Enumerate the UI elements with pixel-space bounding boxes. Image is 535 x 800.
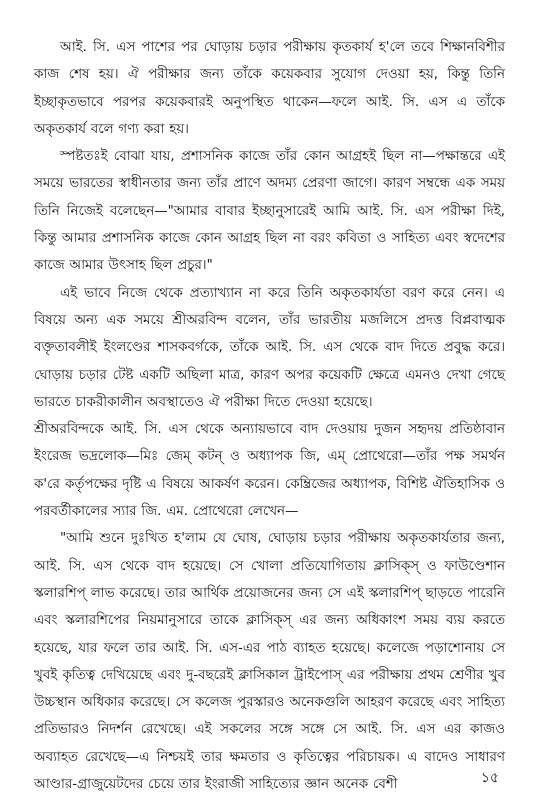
page-number: ১৫	[480, 770, 499, 786]
paragraph-3: এই ভাবে নিজে থেকে প্রত্যাখ্যান না করে তিনি অকৃতকার্যতা বরণ করে নেন। এ বিষয়ে অন্য এক সময়ে শ্রীঅরবিন্দ বলেন, তাঁর ভারতীয় মজলিসে প্রদত্ত বিপ্লবাত্মক বক্তৃতাবলীই ইংলণ্ডের শাসকবর্গকে, তাঁকে আই. সি. এস থেকে বাদ দিতে প্রবুদ্ধ করে। ঘোড়ায় চড়ার টেষ্ট একটি অছিলা মাত্র, কারণ অপর কয়েকটি ক্ষেত্রে এমনও দেখা গেছে ভারতে চাকরীকালীন অবস্থাতেও ঐ পরীক্ষা দিতে দেওয়া হয়েছে।	[34, 285, 505, 410]
paragraph-1: আই. সি. এস পাশের পর ঘোড়ায় চড়ার পরীক্ষায় কৃতকার্য হ'লে তবে শিক্ষানবিশীর কাজ শেষ হয়। ঐ পরীক্ষার জন্য তাঁকে কয়েকবার সুযোগ দেওয়া হয়, কিন্তু তিনি ইচ্ছাকৃতভাবে পরপর কয়েকবারই অনুপস্থিত থাকেন—ফলে আই. সি. এস এ তাঁকে অকৃতকার্য বলে গণ্য করা হয়।	[34, 40, 505, 137]
paragraph-4: শ্রীঅরবিন্দকে আই. সি. এস থেকে অন্যায়ভাবে বাদ দেওয়ায় দুজন সহৃদয় প্রতিষ্ঠাবান ইংরেজ ভদ্রলোক—মিঃ জেম্ কটন্ ও অধ্যাপক জি, এম্ প্রোথেরো—তাঁর পক্ষ সমর্থন ক'রে কর্তৃপক্ষের দৃষ্টি এ বিষয়ে আকর্ষণ করেন। কেম্ব্রিজের অধ্যাপক, বিশিষ্ট ঐতিহাসিক ও পরবর্তীকালের স্যার জি. এম. প্রোথেরো লেখেন—	[34, 422, 505, 520]
paragraph-2: স্পষ্টতঃই বোঝা যায়, প্রশাসনিক কাজে তাঁর কোন আগ্রহই ছিল না—পক্ষান্তরে এই সময়ে ভারতের স্বাধীনতার জন্য তাঁর প্রাণে অদম্য প্রেরণা জাগে। কারণ সম্বন্ধে এক সময় তিনি নিজেই বলেছেন—"আমার বাবার ইচ্ছানুসারেই আমি আই. সি. এস পরীক্ষা দিই, কিন্তু আমার প্রশাসনিক কাজে কোন আগ্রহ ছিল না বরং কবিতা ও সাহিত্য এবং স্বদেশের কাজে আমার উৎসাহ ছিল প্রচুর।"	[34, 149, 505, 274]
paragraph-5-quote: "আমি শুনে দুঃখিত হ'লাম যে ঘোষ, ঘোড়ায় চড়ার পরীক্ষায় অকৃতকার্যতার জন্য, আই. সি. এস থেকে বাদ হয়েছে। সে খোলা প্রতিযোগিতায় ক্লাসিক্স্ ও ফাউণ্ডেশান স্কলারশিপ্ লাভ করেছে। তার আর্থিক প্রয়োজনের জন্য সে এই স্কলারশিপ্ ছাড়তে পারেনি এবং স্কলারশিপের নিয়মানুসারে তাকে ক্লাসিক্স্ এর জন্য অধিকাংশ সময় ব্যয় করতে হয়েছে, যার ফলে তার আই. সি. এস-এর পাঠ ব্যাহত হয়েছে। কলেজে পড়াশোনায় সে খুবই কৃতিত্ব দেখিয়েছে এবং দু-বছরেই ক্লাসিকাল ট্রাইপোস্ এর পরীক্ষায় প্রথম শ্রেণীর খুব উচ্চস্থান অধিকার করেছে। সে কলেজ পুরস্কারও অনেকগুলি আহরণ করেছে এবং সাহিত্য প্রতিভারও নিদর্শন রেখেছে। এই সকলের সঙ্গে সঙ্গে সে আই. সি. এস এর কাজও অব্যাহত রেখেছে—এ নিশ্চয়ই তার ক্ষমতার ও কৃতিত্বের পরিচায়ক। এ বাদেও সাধারণ আণ্ডার-গ্রাজুয়েটদের চেয়ে তার ইংরাজী সাহিত্যের জ্ঞান অনেক বেশী	[34, 531, 505, 793]
